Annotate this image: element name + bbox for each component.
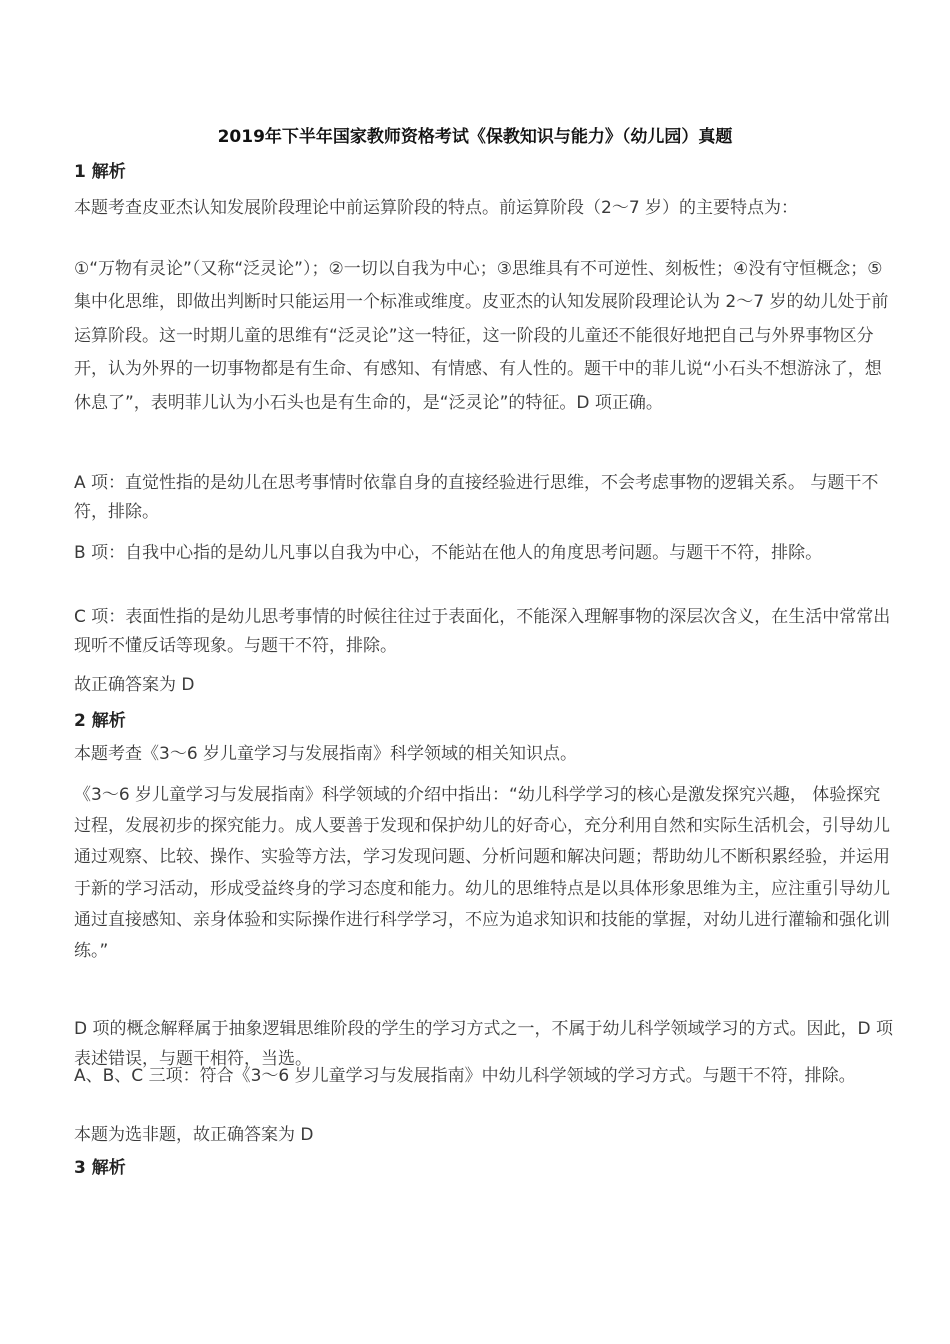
paragraph-intro-1: 本题考查皮亚杰认知发展阶段理论中前运算阶段的特点。前运算阶段（2～7 岁）的主要特点为： bbox=[74, 198, 799, 218]
paragraph-options-abc-2: A、B、C 三项：符合《3～6 岁儿童学习与发展指南》中幼儿科学领域的学习方式。与题干不符，排除。 bbox=[74, 1066, 856, 1086]
section-heading-1: 1 解析 bbox=[74, 162, 126, 182]
paragraph-option-a-1: A 项：直觉性指的是幼儿在思考事情时依靠自身的直接经验进行思维，不会考虑事物的逻辑关系。 与题干不符，排除。 bbox=[74, 473, 879, 522]
paragraph-quote-2: 《3～6 岁儿童学习与发展指南》科学领域的介绍中指出：“幼儿科学学习的核心是激发探究兴趣， 体验探究过程，发展初步的探究能力。成人要善于发现和保护幼儿的好奇心，充分利用自然和实际生活机会，引导幼儿通过观察、比较、操作、实验等方法，学习发现问题、分析问题和解决问题；帮助幼儿不断积累经验，并运用于新的学习活动，形成受益终身的学习态度和能力。幼儿的思维特点是以具体形象思维为主，应注重引导幼儿通过直接感知、亲身体验和实际操作进行科学学习，不应为追求知识和技能的掌握，对幼儿进行灌输和强化训练。” bbox=[74, 785, 890, 962]
paragraph-analysis-1: ①“万物有灵论”（又称“泛灵论”）；②一切以自我为中心；③思维具有不可逆性、刻板性；④没有守恒概念；⑤集中化思维，即做出判断时只能运用一个标准或维度。皮亚杰的认知发展阶段理论认为 2～7 岁的幼儿处于前运算阶段。这一时期儿童的思维有“泛灵论”这一特征，这一阶段的儿童还不能很好地把自己与外界事物区分开，认为外界的一切事物都是有生命、有感知、有情感、有人性的。题干中的菲儿说“小石头不想游泳了，想休息了”，表明菲儿认为小石头也是有生命的，是“泛灵论”的特征。D 项正确。 bbox=[74, 259, 889, 413]
paragraph-intro-2: 本题考查《3～6 岁儿童学习与发展指南》科学领域的相关知识点。 bbox=[74, 744, 578, 764]
paragraph-option-c-1: C 项：表面性指的是幼儿思考事情的时候往往过于表面化，不能深入理解事物的深层次含义，在生活中常常出现听不懂反话等现象。与题干不符，排除。 bbox=[74, 607, 891, 656]
paragraph-option-d-2: D 项的概念解释属于抽象逻辑思维阶段的学生的学习方式之一，不属于幼儿科学领域学习的方式。因此，D 项表述错误，与题干相符，当选。 bbox=[74, 1019, 893, 1069]
paragraph-option-b-1: B 项：自我中心指的是幼儿凡事以自我为中心，不能站在他人的角度思考问题。与题干不符，排除。 bbox=[74, 543, 823, 563]
section-heading-3: 3 解析 bbox=[74, 1158, 126, 1178]
section-heading-2: 2 解析 bbox=[74, 711, 126, 731]
paragraph-answer-2: 本题为选非题，故正确答案为 D bbox=[74, 1125, 314, 1145]
document-title: 2019年下半年国家教师资格考试《保教知识与能力》（幼儿园）真题 bbox=[217, 127, 733, 147]
paragraph-answer-1: 故正确答案为 D bbox=[74, 675, 195, 695]
